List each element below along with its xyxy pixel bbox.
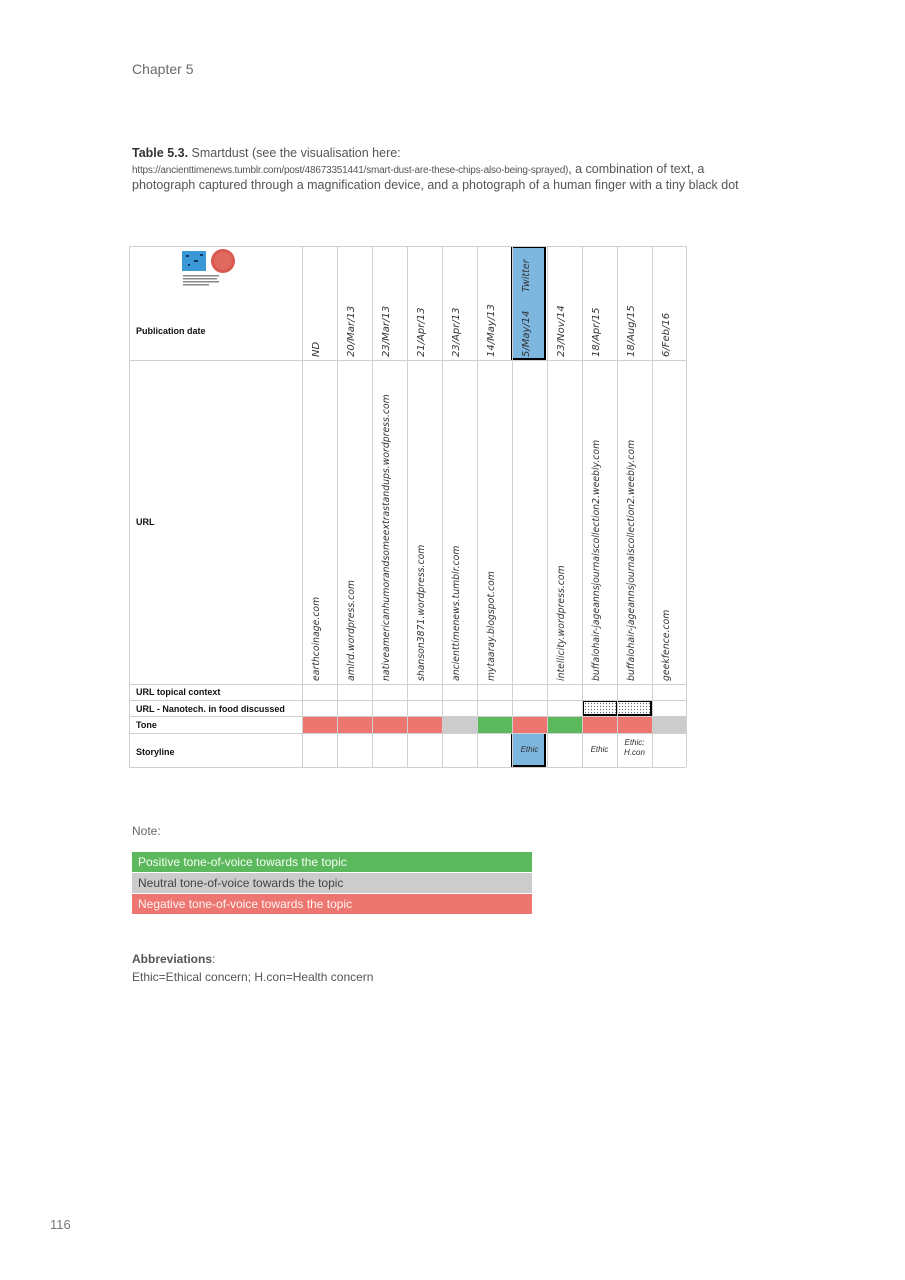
table-hline — [129, 767, 686, 768]
chapter-header: Chapter 5 — [132, 61, 194, 77]
tone-cell-positive — [477, 716, 512, 733]
url-cell[interactable]: ancienttimenews.tumblr.com — [451, 545, 462, 681]
table-vline — [442, 246, 443, 767]
publication-date-cell: 18/Apr/15 — [591, 307, 602, 357]
tone-cell-neutral — [442, 716, 477, 733]
table-vline — [407, 246, 408, 767]
caption-label: Table 5.3. — [132, 146, 189, 160]
caption-url[interactable]: https://ancienttimenews.tumblr.com/post/48673351441/smart-dust-are-these-chips-also-being-sprayed) — [132, 164, 569, 176]
storyline-cell: Ethic — [590, 745, 609, 754]
url-cell[interactable]: shanson3871.wordpress.com — [416, 544, 427, 681]
abbreviations-text: Ethic=Ethical concern; H.con=Health concern — [132, 970, 374, 984]
nano-cell-marked — [616, 700, 652, 716]
row-label-topical-context: URL topical context — [136, 687, 221, 697]
storyline-cell: Ethic; H.con — [624, 738, 645, 757]
publication-date-cell: 14/May/13 — [486, 304, 497, 357]
tone-cell-negative — [512, 716, 547, 733]
tone-cell-negative — [337, 716, 372, 733]
publication-date-cell: 21/Apr/13 — [416, 307, 427, 357]
table-vline — [547, 246, 548, 767]
publication-date-cell: 23/Apr/13 — [451, 307, 462, 357]
abbreviations-colon: : — [212, 952, 216, 966]
page-number: 116 — [50, 1217, 71, 1232]
url-cell[interactable]: buffalohair-jageannsjournalscollection2.weebly.com — [591, 439, 602, 681]
table-caption — [132, 146, 762, 194]
row-label-url: URL — [136, 517, 155, 527]
publication-date-cell: 5/May/14 — [521, 310, 532, 357]
row-label-publication-date: Publication date — [136, 326, 206, 336]
url-cell[interactable]: mytaaray.blogspot.com — [486, 571, 497, 681]
legend-negative: Negative tone-of-voice towards the topic — [132, 894, 532, 914]
twitter-label: Twitter — [521, 259, 532, 292]
tone-cell-negative — [407, 716, 442, 733]
publication-date-cell: 20/Mar/13 — [346, 305, 357, 357]
table-thumbnail-image — [180, 249, 245, 289]
storyline-cell: Ethic — [520, 745, 539, 754]
table-vline — [477, 246, 478, 767]
url-cell[interactable]: geekfence.com — [661, 609, 672, 681]
table-vline — [337, 246, 338, 767]
caption-text-1: Smartdust (see the visualisation here: — [188, 146, 401, 160]
table-vline — [617, 246, 618, 767]
row-label-tone: Tone — [136, 720, 157, 730]
tone-cell-neutral — [652, 716, 686, 733]
url-cell[interactable]: amlrd.wordpress.com — [346, 580, 357, 681]
row-label-nanotech: URL - Nanotech. in food discussed — [136, 704, 285, 714]
tone-cell-negative — [617, 716, 652, 733]
table-vline — [302, 246, 303, 767]
legend-neutral: Neutral tone-of-voice towards the topic — [132, 873, 532, 893]
tone-cell-negative — [372, 716, 407, 733]
publication-date-cell: 18/Aug/15 — [626, 305, 637, 357]
abbreviations-title — [132, 952, 215, 966]
tone-cell-negative — [582, 716, 617, 733]
caption-text-2: , a combination of text, a photograph captured through a magnification device, and a photograph of a human finger with a tiny black dot — [132, 161, 739, 192]
url-cell[interactable]: intellicity.wordpress.com — [556, 565, 567, 681]
table-vline — [582, 246, 583, 767]
publication-date-cell: ND — [311, 341, 322, 357]
table-vline — [686, 246, 687, 767]
abbreviations-heading: Abbreviations — [132, 952, 213, 966]
nano-cell-marked — [582, 700, 618, 716]
table-vline — [129, 246, 130, 767]
table-vline — [512, 246, 513, 767]
table-vline — [652, 246, 653, 767]
url-cell[interactable]: earthcoinage.com — [311, 596, 322, 681]
legend-positive: Positive tone-of-voice towards the topic — [132, 852, 532, 872]
table-vline — [372, 246, 373, 767]
row-label-storyline: Storyline — [136, 747, 175, 757]
url-cell[interactable]: nativeamericanhumorandsomeextrastandups.wordpress.com — [381, 394, 392, 681]
publication-date-cell: 23/Nov/14 — [556, 305, 567, 357]
tone-cell-negative — [302, 716, 337, 733]
publication-date-cell: 6/Feb/16 — [661, 312, 672, 357]
url-cell[interactable]: buffalohair-jageannsjournalscollection2.weebly.com — [626, 439, 637, 681]
note-label: Note: — [132, 824, 161, 838]
publication-date-cell: 23/Mar/13 — [381, 305, 392, 357]
tone-cell-positive — [547, 716, 582, 733]
